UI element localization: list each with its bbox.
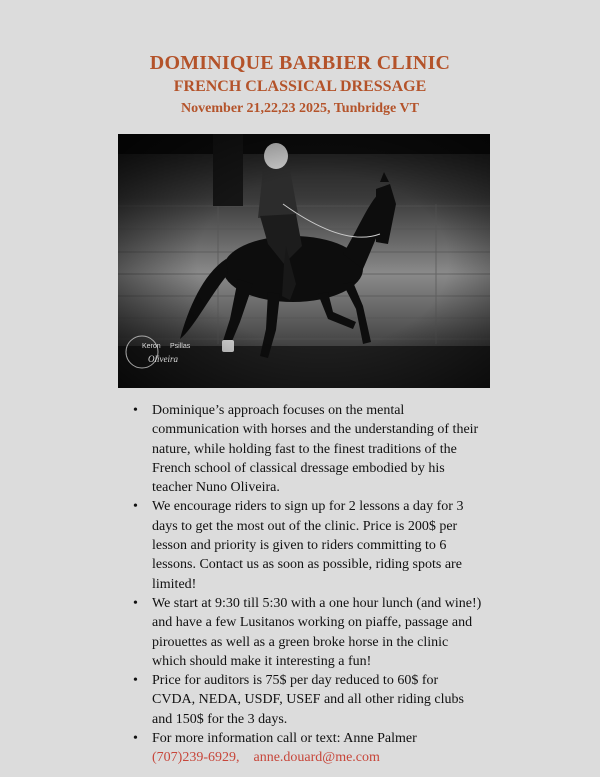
info-bullet-list bbox=[132, 401, 482, 768]
list-item: • Price for auditors is 75$ per day reduced to 60$ for CVDA, NEDA, USDF, USEF and all other riding clubs and 150$ for the 3 days. bbox=[132, 671, 482, 729]
contact-intro: For more information call or text: Anne Palmer bbox=[152, 731, 417, 747]
contact-item bbox=[132, 729, 482, 768]
page-subtitle: FRENCH CLASSICAL DRESSAGE bbox=[173, 78, 427, 95]
list-item: • We encourage riders to sign up for 2 lessons a day for 3 days to get the most out of the clinic. Price is 200$ per lesson and priority is given to riders committing to 6 lessons. Contact us as soon as possible, riding spots are limited! bbox=[132, 497, 482, 593]
event-date-location: November 21,22,23 2025, Tunbridge VT bbox=[181, 101, 419, 116]
watermark-line1: Keron bbox=[142, 343, 161, 350]
rider-horse-photo bbox=[118, 134, 490, 388]
watermark-script: Oliveira bbox=[148, 354, 178, 364]
contact-email[interactable]: anne.douard@me.com bbox=[253, 750, 380, 766]
page-title: DOMINIQUE BARBIER CLINIC bbox=[149, 52, 451, 74]
list-item: • We start at 9:30 till 5:30 with a one hour lunch (and wine!) and have a few Lusitanos working on piaffe, passage and pirouettes as well as a green broke horse in the clinic which should make it interesting a fun! bbox=[132, 594, 482, 671]
list-item: • Dominique’s approach focuses on the mental communication with horses and the understanding of their nature, while holding fast to the finest traditions of the French school of classical dressage embodied by his teacher Nuno Oliveira. bbox=[132, 401, 482, 497]
watermark-line2: Psillas bbox=[170, 343, 191, 350]
contact-phone[interactable]: (707)239-6929, bbox=[152, 750, 240, 766]
